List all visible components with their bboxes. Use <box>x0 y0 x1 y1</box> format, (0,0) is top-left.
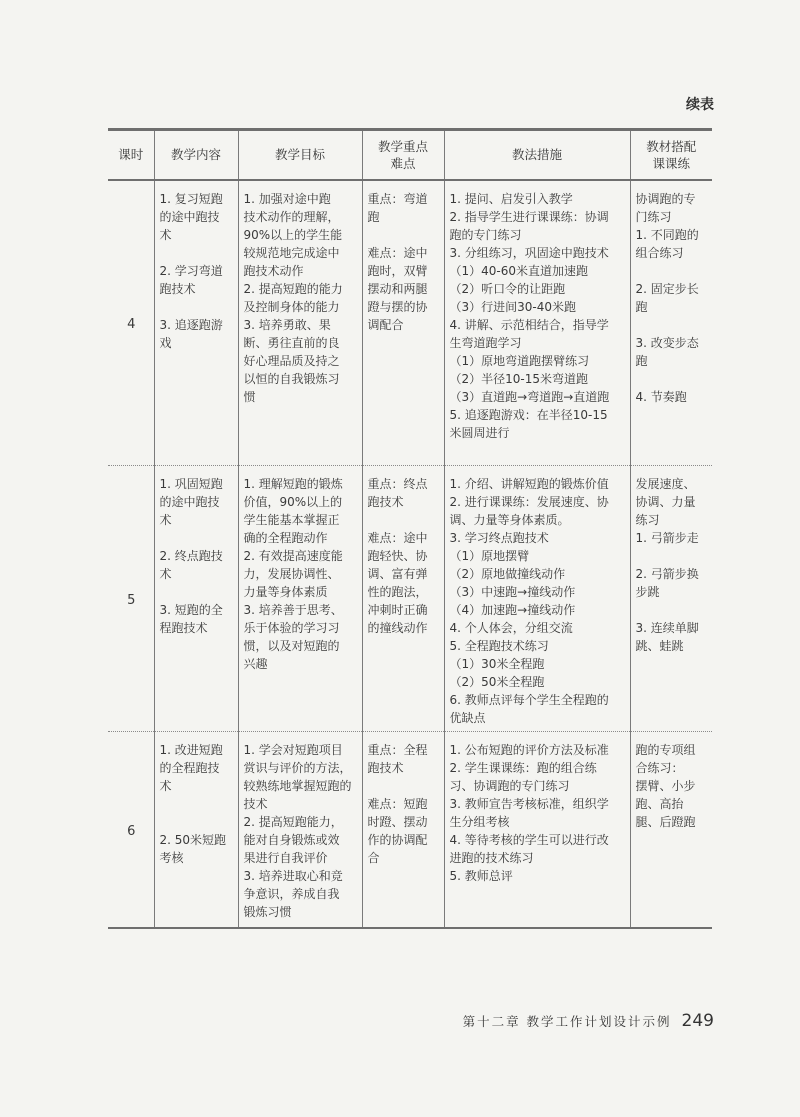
cell-line: 跑技术 <box>367 761 404 775</box>
cell-line: 技术动作的理解， <box>243 209 340 224</box>
cell-line: 跑的专门练习 <box>449 227 522 242</box>
cell-line: 1. 弓箭步走 <box>635 531 699 545</box>
cell-line: 5. 全程跑技术练习 <box>449 639 549 653</box>
cell-line: 4. 个人体会，分组交流 <box>449 621 573 635</box>
cell-line: 跑 <box>367 209 380 224</box>
teaching-content-cell <box>154 180 238 466</box>
cell-line: 术 <box>159 779 172 793</box>
cell-line: （2）原地做撞线动作 <box>449 567 566 581</box>
cell-line: 摆臂、小步 <box>635 779 696 793</box>
table-row <box>108 180 712 466</box>
cell-line: 习、协调跑的专门练习 <box>449 779 570 793</box>
cell-line: 2. 有效提高速度能 <box>243 549 343 563</box>
header-methods: 教法措施 <box>444 130 630 180</box>
cell-line: 戏 <box>159 335 172 350</box>
teaching-goals-cell <box>238 732 362 928</box>
cell-line: 1. 复习短跑 <box>159 191 223 206</box>
cell-line: 跑 <box>635 353 648 368</box>
cell-line: 乐于体验的学习习 <box>243 621 340 635</box>
cell-line: 2. 50米短跑 <box>159 833 227 847</box>
cell-line: 6. 教师点评每个学生全程跑的 <box>449 693 609 707</box>
cell-line: 1. 巩固短跑 <box>159 477 223 491</box>
cell-line: 术 <box>159 567 172 581</box>
cell-line: 的途中跑技 <box>159 495 220 509</box>
cell-line: （1）原地摆臂 <box>449 549 530 563</box>
cell-line: 惯，以及对短跑的 <box>243 639 340 653</box>
practice-cell <box>630 180 712 466</box>
cell-line: 作的协调配 <box>367 833 428 847</box>
cell-line: 合 <box>367 851 380 865</box>
header-focus: 教学重点 难点 <box>362 130 444 180</box>
teaching-content-cell <box>154 732 238 928</box>
cell-line: （2）听口令的让距跑 <box>449 281 566 296</box>
cell-line: 难点：途中 <box>367 531 428 545</box>
cell-line: （2）半径10-15米弯道跑 <box>449 371 589 386</box>
cell-line: （3）中速跑→撞线动作 <box>449 585 576 599</box>
cell-line: 1. 不同跑的 <box>635 227 699 242</box>
lesson-plan-table <box>108 128 712 929</box>
cell-line: 跑 <box>635 299 648 314</box>
cell-line: 摆动和两腿 <box>367 281 428 296</box>
cell-line: 米圆周进行 <box>449 425 510 440</box>
cell-line: 2. 提高短跑的能力 <box>243 281 343 296</box>
cell-line: 组合练习 <box>635 245 684 260</box>
cell-line: 3. 培养善于思考、 <box>243 603 343 617</box>
cell-line: 3. 分组练习，巩固途中跑技术 <box>449 245 609 260</box>
cell-line: 价值，90%以上的 <box>243 495 343 509</box>
cell-line: 1. 介绍、讲解短跑的锻炼价值 <box>449 477 609 491</box>
header-hour: 课时 <box>108 130 154 180</box>
cell-line: （1）原地弯道跑摆臂练习 <box>449 353 590 368</box>
header-goals: 教学目标 <box>238 130 362 180</box>
header-practice: 教材搭配 课课练 <box>630 130 712 180</box>
cell-line: 1. 学会对短跑项目 <box>243 743 343 757</box>
cell-line: 跑技术动作 <box>243 263 304 278</box>
cell-line: 2. 终点跑技 <box>159 549 223 563</box>
cell-line: 3. 连续单脚 <box>635 621 699 635</box>
cell-line: 1. 加强对途中跑 <box>243 191 331 206</box>
cell-line: 合练习： <box>635 761 684 775</box>
teaching-goals-cell <box>238 180 362 466</box>
practice-cell <box>630 466 712 732</box>
cell-line: 协调、力量 <box>635 495 696 509</box>
cell-line: 时蹬、摆动 <box>367 815 428 829</box>
focus-difficulty-cell <box>362 180 444 466</box>
cell-line: 2. 固定步长 <box>635 281 699 296</box>
cell-line: 3. 短跑的全 <box>159 603 223 617</box>
cell-line: 门练习 <box>635 209 672 224</box>
cell-line: 重点：弯道 <box>367 191 428 206</box>
focus-difficulty-cell <box>362 732 444 928</box>
cell-line: 生弯道跑学习 <box>449 335 522 350</box>
cell-line: 跑技术 <box>367 495 404 509</box>
cell-line: 4. 节奏跑 <box>635 389 687 404</box>
cell-line: 的途中跑技 <box>159 209 220 224</box>
teaching-goals-cell <box>238 466 362 732</box>
cell-line: 兴趣 <box>243 657 268 671</box>
cell-line: 的全程跑技 <box>159 761 220 775</box>
cell-line: 跑的专项组 <box>635 743 696 757</box>
cell-line: 3. 培养勇敢、果 <box>243 317 331 332</box>
cell-line: 考核 <box>159 851 184 865</box>
cell-line: 重点：全程 <box>367 743 428 757</box>
cell-line: 1. 提问、启发引入教学 <box>449 191 573 206</box>
cell-line: 90%以上的学生能 <box>243 227 343 242</box>
cell-line: 进跑的技术练习 <box>449 851 534 865</box>
cell-line: 3. 培养进取心和竞 <box>243 869 343 883</box>
cell-line: 程跑技术 <box>159 621 208 635</box>
cell-line: 2. 学生课课练：跑的组合练 <box>449 761 597 775</box>
teaching-content-cell <box>154 466 238 732</box>
cell-line: 锻炼习惯 <box>243 905 292 919</box>
table-header-row <box>108 130 712 180</box>
cell-line: 好心理品质及持之 <box>243 353 340 368</box>
cell-line: 调、力量等身体素质。 <box>449 513 570 527</box>
cell-line: 术 <box>159 513 172 527</box>
cell-line: 1. 改进短跑 <box>159 743 223 757</box>
cell-line: 2. 进行课课练：发展速度、协 <box>449 495 609 509</box>
cell-line: 4. 等待考核的学生可以进行改 <box>449 833 609 847</box>
cell-line: 力，发展协调性、 <box>243 567 340 581</box>
table-row <box>108 466 712 732</box>
cell-line: （4）加速跑→撞线动作 <box>449 603 576 617</box>
cell-line: 及控制身体的能力 <box>243 299 340 314</box>
practice-cell <box>630 732 712 928</box>
teaching-methods-cell <box>444 732 630 928</box>
cell-line: 协调跑的专 <box>635 191 696 206</box>
page-footer <box>463 1011 714 1031</box>
cell-line: 术 <box>159 227 172 242</box>
cell-line: 确的全程跑动作 <box>243 531 328 545</box>
cell-line: （1）30米全程跑 <box>449 657 545 671</box>
cell-line: 较规范地完成途中 <box>243 245 340 260</box>
cell-line: 技术 <box>243 797 268 811</box>
header-content: 教学内容 <box>154 130 238 180</box>
cell-line: 跑技术 <box>159 281 196 296</box>
cell-line: 难点：短跑 <box>367 797 428 811</box>
cell-line: 1. 理解短跑的锻炼 <box>243 477 343 491</box>
cell-line: 性的跑法， <box>367 585 428 599</box>
cell-line: 发展速度、 <box>635 477 696 491</box>
cell-line: 蹬与摆的协 <box>367 299 428 314</box>
continued-label: 续表 <box>686 97 714 113</box>
cell-line: 跑时，双臂 <box>367 263 428 278</box>
cell-line: 的撞线动作 <box>367 621 428 635</box>
cell-line: 生分组考核 <box>449 815 510 829</box>
cell-line: 优缺点 <box>449 711 486 725</box>
lesson-hour: 4 <box>108 180 154 466</box>
cell-line: 跑轻快、协 <box>367 549 428 563</box>
cell-line: 步跳 <box>635 585 660 599</box>
cell-line: 跳、蛙跳 <box>635 639 684 653</box>
lesson-hour: 5 <box>108 466 154 732</box>
cell-line: 3. 追逐跑游 <box>159 317 223 332</box>
cell-line: 2. 弓箭步换 <box>635 567 699 581</box>
teaching-methods-cell <box>444 180 630 466</box>
cell-line: 赏识与评价的方法， <box>243 761 352 775</box>
cell-line: 调、富有弹 <box>367 567 428 581</box>
cell-line: 能对自身锻炼或效 <box>243 833 340 847</box>
cell-line: 以恒的自我锻炼习 <box>243 371 340 386</box>
cell-line: 3. 教师宣告考核标准，组织学 <box>449 797 609 811</box>
lesson-hour: 6 <box>108 732 154 928</box>
cell-line: 断、勇往直前的良 <box>243 335 340 350</box>
focus-difficulty-cell <box>362 466 444 732</box>
cell-line: 力量等身体素质 <box>243 585 328 599</box>
cell-line: （2）50米全程跑 <box>449 675 545 689</box>
cell-line: 2. 学习弯道 <box>159 263 223 278</box>
cell-line: 2. 指导学生进行课课练：协调 <box>449 209 609 224</box>
cell-line: 4. 讲解、示范相结合，指导学 <box>449 317 609 332</box>
cell-line: 较熟练地掌握短跑的 <box>243 779 352 793</box>
cell-line: 1. 公布短跑的评价方法及标准 <box>449 743 609 757</box>
cell-line: 腿、后蹬跑 <box>635 815 696 829</box>
cell-line: 果进行自我评价 <box>243 851 328 865</box>
cell-line: 3. 改变步态 <box>635 335 699 350</box>
chapter-title: 第十二章 教学工作计划设计示例 <box>462 1014 672 1029</box>
cell-line: 重点：终点 <box>367 477 428 491</box>
cell-line: 争意识，养成自我 <box>243 887 340 901</box>
cell-line: 5. 教师总评 <box>449 869 513 883</box>
cell-line: （3）直道跑→弯道跑→直道跑 <box>449 389 610 404</box>
cell-line: 冲刺时正确 <box>367 603 428 617</box>
cell-line: 调配合 <box>367 317 404 332</box>
cell-line: （3）行进间30-40米跑 <box>449 299 577 314</box>
cell-line: 3. 学习终点跑技术 <box>449 531 549 545</box>
page-number: 249 <box>681 1011 714 1031</box>
table-row <box>108 732 712 928</box>
cell-line: （1）40-60米直道加速跑 <box>449 263 589 278</box>
cell-line: 2. 提高短跑能力， <box>243 815 343 829</box>
cell-line: 跑、高抬 <box>635 797 684 811</box>
cell-line: 惯 <box>243 389 256 404</box>
cell-line: 学生能基本掌握正 <box>243 513 340 527</box>
teaching-methods-cell <box>444 466 630 732</box>
cell-line: 5. 追逐跑游戏：在半径10-15 <box>449 407 608 422</box>
cell-line: 难点：途中 <box>367 245 428 260</box>
cell-line: 练习 <box>635 513 660 527</box>
